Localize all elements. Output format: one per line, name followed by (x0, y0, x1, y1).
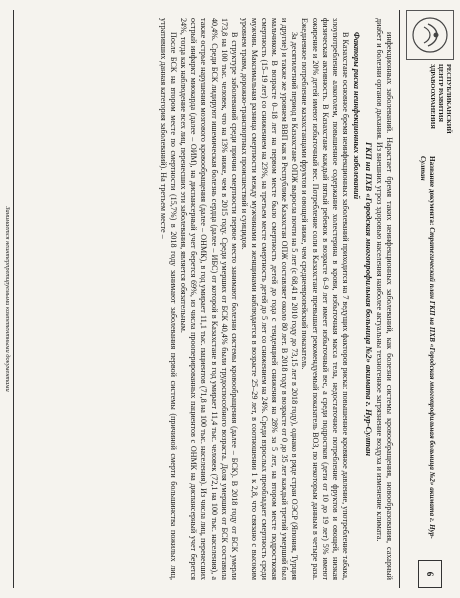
organization-name: РЕСПУБЛИКАНСКИЙ ЦЕНТР РАЗВИТИЯ ЗДРАВООХРАНЕНИЯ (429, 64, 452, 134)
page-number: 6 (418, 560, 442, 588)
body-paragraph: В Казахстане основное бремя неинфекционных заболеваний приходится на 7 ведущих факторов риска: повышенное кровяное давление, употребление табака, злоупотребление алкоголем, повышенное содержание холестерина в крови, избыточная масса тела, недостаточное потребление фруктов и овощей, низкая физическая активность. В Казахстане каждый пятый ребенок в возрасте 6–9 лет имеет избыточный вес, а среди подростков (дети от 10 до 19 лет) 5% имеют ожирение и 20% детей имеют избыточный вес. Потребление соли в Казахстане превышает рекомендуемый показатель ВОЗ, по некоторым данным в четыре раза. Ежедневное потребление казахстанцами фруктов и овощей ниже, чем среднеевропейский показатель. (300, 18, 350, 580)
page-footer: Занимается неинтерпретируемыми компетентными документами (4, 10, 14, 588)
document-header (399, 10, 456, 588)
document-title-prefix: Название документа: (428, 156, 436, 226)
document-body (158, 18, 394, 580)
intro-paragraph: инфекционных заболеваний. Нарастает бремя таких неинфекционных заболеваний, как болезни системы кровообращения, новообразования, сахарный диабет и болезни органов дыхания. Из внешних угроз здоровью населения наиболее актуальны техногенное загрязнение воздуха и изменение климата. (374, 18, 394, 580)
organization-logo (406, 10, 454, 60)
body-paragraph: За десятилетний период в Казахстане ОПЖ выросла почти на 5 лет (с 68,41 в 2010 году до 73,15 лет в 2018 году), однако в ряде стран ОЭСР (Япония, Турция и другие) и также же уровнем ВВП как в Республике Казахстан ОПЖ составляет около 80 лет. В 2018 году в возрасте от 0 до 35 лет каждый третий умерший был мальчиком. В возрасте 0–18 лет на первом месте было смертность детей до года с тенденцией снижения на 28% за 5 лет, на втором месте подростковая смертность (15–19 лет) со снижением на 23%, на третьем месте смертность детей до 5 лет со снижением на 24%. Среди взрослых преобладает смертность среди мужчин. Максимальная разница смертности между мужчинами и женщинами наблюдается в возрасте 25–29 лет, в соотношении 1 к 2,8, что связано с высоким уровнем травм, дорожно-транспортных происшествий и суицидов. (239, 18, 300, 580)
document-title: Стратегический план ГКП на ПХВ «Городская многопрофильная больница №2» акимата г. Нур-Султан (419, 156, 436, 539)
emblem-icon (410, 15, 450, 55)
document-title-line (418, 156, 436, 556)
section-heading: ГКП на ПХВ «Городская многопрофильная больница №2» акимата г. Нур-Султан (363, 141, 374, 457)
risk-factors-subheading: Факторы риска неинфекционных заболеваний (351, 32, 361, 200)
body-paragraph: В структуре заболеваний среди причин смертности первое место занимают болезни системы кровообращения (далее – БСК). В 2018 году от БСК умерли 173,8 на 100 тыс. человек, что на 13% ниже, чем в 2015 году. Среди умерших от БСК 40,4% были трудоспособного возраста. Доля умерших от БСК составила 40,4%. Среди БСК лидируют ишемическая болезнь сердца (далее – ИБС) от которой в Казахстане в год умирает 11,4 тыс. человек (72,1 на 100 тыс. населения), а также острые нарушения мозгового кровообращения (далее – ОНМК), в год умирает 11,1 тыс. пациентов (71,8 на 100 тыс. населения). Из числа лиц, перенесших острый инфаркт миокарда (далее – ОИМ), на диспансерный учет берется 69%, из числа прооперированных пациентов с ОНМК на диспансерный учет берется 24%, тогда как наблюдение всех лиц, перенесших эти заболевания, является обязательным. (179, 18, 239, 580)
body-paragraph: После БСК на втором месте по смертности (15,7%) в 2018 году занимают заболевания первой системы (причиной смерти большинства пожилых лиц, утративших данная категория заболеваний). На третьем месте – (159, 18, 179, 580)
